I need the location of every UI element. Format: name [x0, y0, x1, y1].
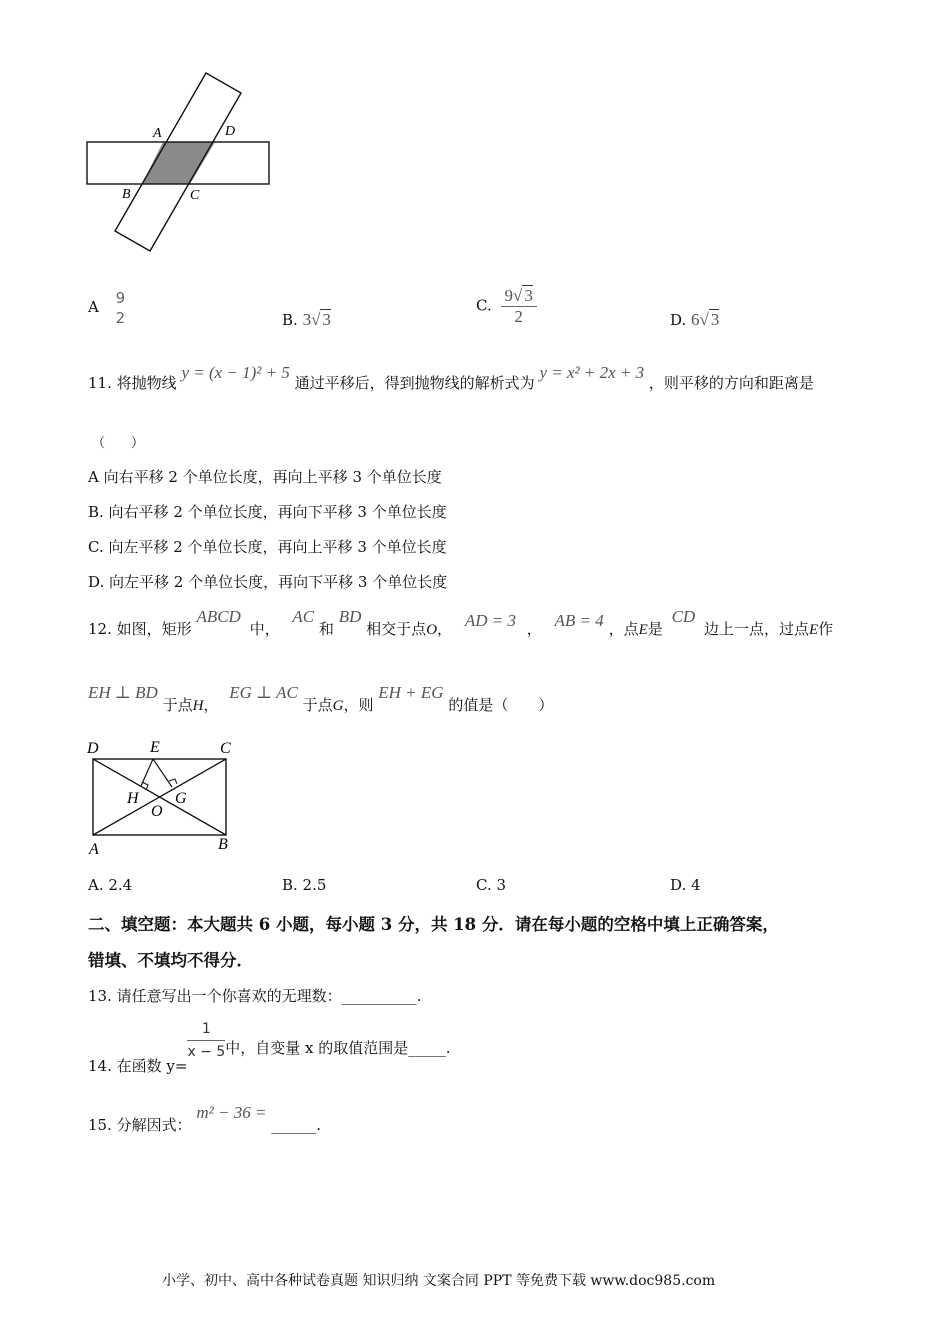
q10-shaded-parallelogram [142, 142, 215, 184]
q12-text7: 边上一点，过点 [703, 620, 809, 638]
q12-label-d: D [87, 740, 99, 757]
q12-math-ad: AD = 3 [464, 611, 516, 630]
q15 [88, 1103, 322, 1135]
q12-math-eg-perp-ac: EG ⊥ AC [229, 683, 298, 702]
q10-option-a-fraction [112, 288, 130, 328]
q11-formula1: y = (x − 1)² + 5 [181, 363, 290, 382]
q12-math-bd: BD [338, 607, 362, 626]
q12-label-h: H [127, 790, 139, 807]
q12-option-c: C. 3 [476, 876, 507, 894]
q10-option-a-den: 2 [115, 309, 126, 327]
q12-text7b: 作 [818, 620, 834, 638]
q12-point-h: H [192, 698, 204, 714]
q12-math-ac: AC [292, 607, 315, 626]
q12-math-eh-perp-bd: EH ⊥ BD [88, 683, 158, 702]
q12-math-ab: AB = 4 [554, 611, 604, 630]
q11-text2: 通过平移后，得到抛物线的解析式为 [294, 374, 535, 392]
q14-suffix: 中，自变量 x 的取值范围是_____. [225, 1038, 451, 1057]
q10-option-c-num-coef: 9 [504, 286, 513, 305]
q12-option-b: B. 2.5 [282, 876, 327, 894]
q11-stem [88, 363, 814, 393]
q15-formula: m² − 36 = [196, 1103, 267, 1122]
q11-option-d: D. 向左平移 2 个单位长度，再向下平移 3 个单位长度 [88, 573, 448, 591]
q12-text6b: 是 [647, 620, 663, 638]
q12-label-o: O [151, 803, 163, 820]
q10-option-c-fraction [501, 286, 537, 327]
q10-option-c-num-rad: 3 [524, 286, 533, 305]
q12-stem-line2 [88, 683, 554, 715]
q14-num: 1 [187, 1018, 225, 1041]
q10-label-a: A [153, 126, 162, 141]
q12-math-eh-plus-eg: EH + EG [378, 683, 444, 702]
q12-label-e: E [150, 739, 160, 756]
q12-text9: 于点 [302, 696, 333, 714]
section2-heading-line2: 错填、不填均不得分． [88, 951, 253, 970]
q12-label-b: B [218, 836, 228, 853]
q12-label-g: G [175, 790, 187, 807]
q10-option-b [282, 310, 331, 330]
q11-text3: ，则平移的方向和距离是 [648, 374, 814, 392]
q10-option-b-prefix: B. [282, 311, 298, 329]
q12-point-g: G [332, 698, 344, 714]
q11-formula2: y = x² + 2x + 3 [539, 363, 645, 382]
q12-point-o: O [426, 622, 438, 638]
page-footer: 小学、初中、高中各种试卷真题 知识归纳 文案合同 PPT 等免费下载 www.doc985.com [162, 1273, 716, 1289]
q12-text6: ，点 [608, 620, 639, 638]
q10-option-a-num: 9 [115, 289, 126, 307]
q12-figure [82, 735, 242, 860]
q12-text9b: ，则 [343, 696, 374, 714]
q10-option-c [476, 286, 537, 327]
q11-text1: 将抛物线 [116, 374, 177, 392]
q10-option-d-value: 6√ 3 [691, 310, 720, 329]
q10-option-b-rad: 3 [322, 310, 331, 329]
q15-suffix: ______. [271, 1116, 322, 1134]
q12-text1: 如图，矩形 [116, 620, 192, 638]
q12-text8: 于点 [162, 696, 193, 714]
q12-math-cd: CD [671, 607, 696, 626]
q10-option-d-rad: 3 [710, 310, 720, 329]
q14-prefix: 14. 在函数 y= [88, 1056, 188, 1075]
q14-fraction [187, 1018, 225, 1063]
q11-option-b: B. 向右平移 2 个单位长度，再向下平移 3 个单位长度 [88, 503, 447, 521]
q10-label-d: D [225, 124, 236, 139]
q12-math-abcd: ABCD [196, 607, 241, 626]
q12-text5: ， [526, 620, 542, 638]
q10-option-a-prefix: A [88, 298, 99, 316]
q14-den: x − 5 [187, 1044, 226, 1060]
q11-option-c: C. 向左平移 2 个单位长度，再向上平移 3 个单位长度 [88, 538, 447, 556]
q12-stem-line1 [88, 607, 834, 639]
q10-option-d-coef: 6 [691, 310, 700, 329]
q15-prefix: 15. 分解因式： [88, 1116, 192, 1134]
q12-number: 12. [88, 620, 112, 638]
q10-option-c-num: 9√ 3 [501, 286, 537, 307]
q12-text2: 中， [249, 620, 280, 638]
q10-option-c-prefix: C. [476, 296, 492, 315]
q11-option-a: A 向右平移 2 个单位长度，再向上平移 3 个单位长度 [88, 468, 442, 486]
q13: 13. 请任意写出一个你喜欢的无理数：__________. [88, 987, 422, 1005]
q14 [88, 1018, 451, 1075]
q10-option-c-den: 2 [514, 307, 523, 326]
q10-option-a [88, 288, 129, 328]
q11-number: 11. [88, 374, 112, 392]
section2-heading-line1: 二、填空题：本大题共 6 小题，每小题 3 分，共 18 分．请在每小题的空格中填上正确答案， [88, 915, 779, 934]
q11-paren: （ ） [92, 436, 145, 451]
q12-text4: 相交于点 [366, 620, 427, 638]
q12-text10: 的值是（ ） [448, 696, 554, 714]
q10-figure [80, 65, 280, 260]
q12-right-angle-g [169, 779, 177, 784]
q10-option-b-coef: 3 [302, 310, 312, 329]
q12-text8b: ， [203, 696, 219, 714]
q12-point-e: E [638, 622, 648, 638]
q12-option-a: A. 2.4 [88, 876, 133, 894]
q12-text4b: ， [437, 620, 453, 638]
q10-option-b-value: 3√ 3 [302, 310, 331, 329]
q10-option-d-prefix: D. [670, 311, 687, 329]
q12-segment-eg [153, 759, 172, 787]
q12-point-e2: E [808, 622, 819, 638]
q10-label-b: B [122, 187, 131, 202]
q12-text3: 和 [318, 620, 334, 638]
q10-option-d [670, 310, 719, 330]
q10-label-c: C [190, 188, 200, 203]
q12-option-d: D. 4 [670, 876, 701, 894]
q12-label-c: C [220, 740, 231, 757]
q12-label-a: A [89, 841, 99, 858]
